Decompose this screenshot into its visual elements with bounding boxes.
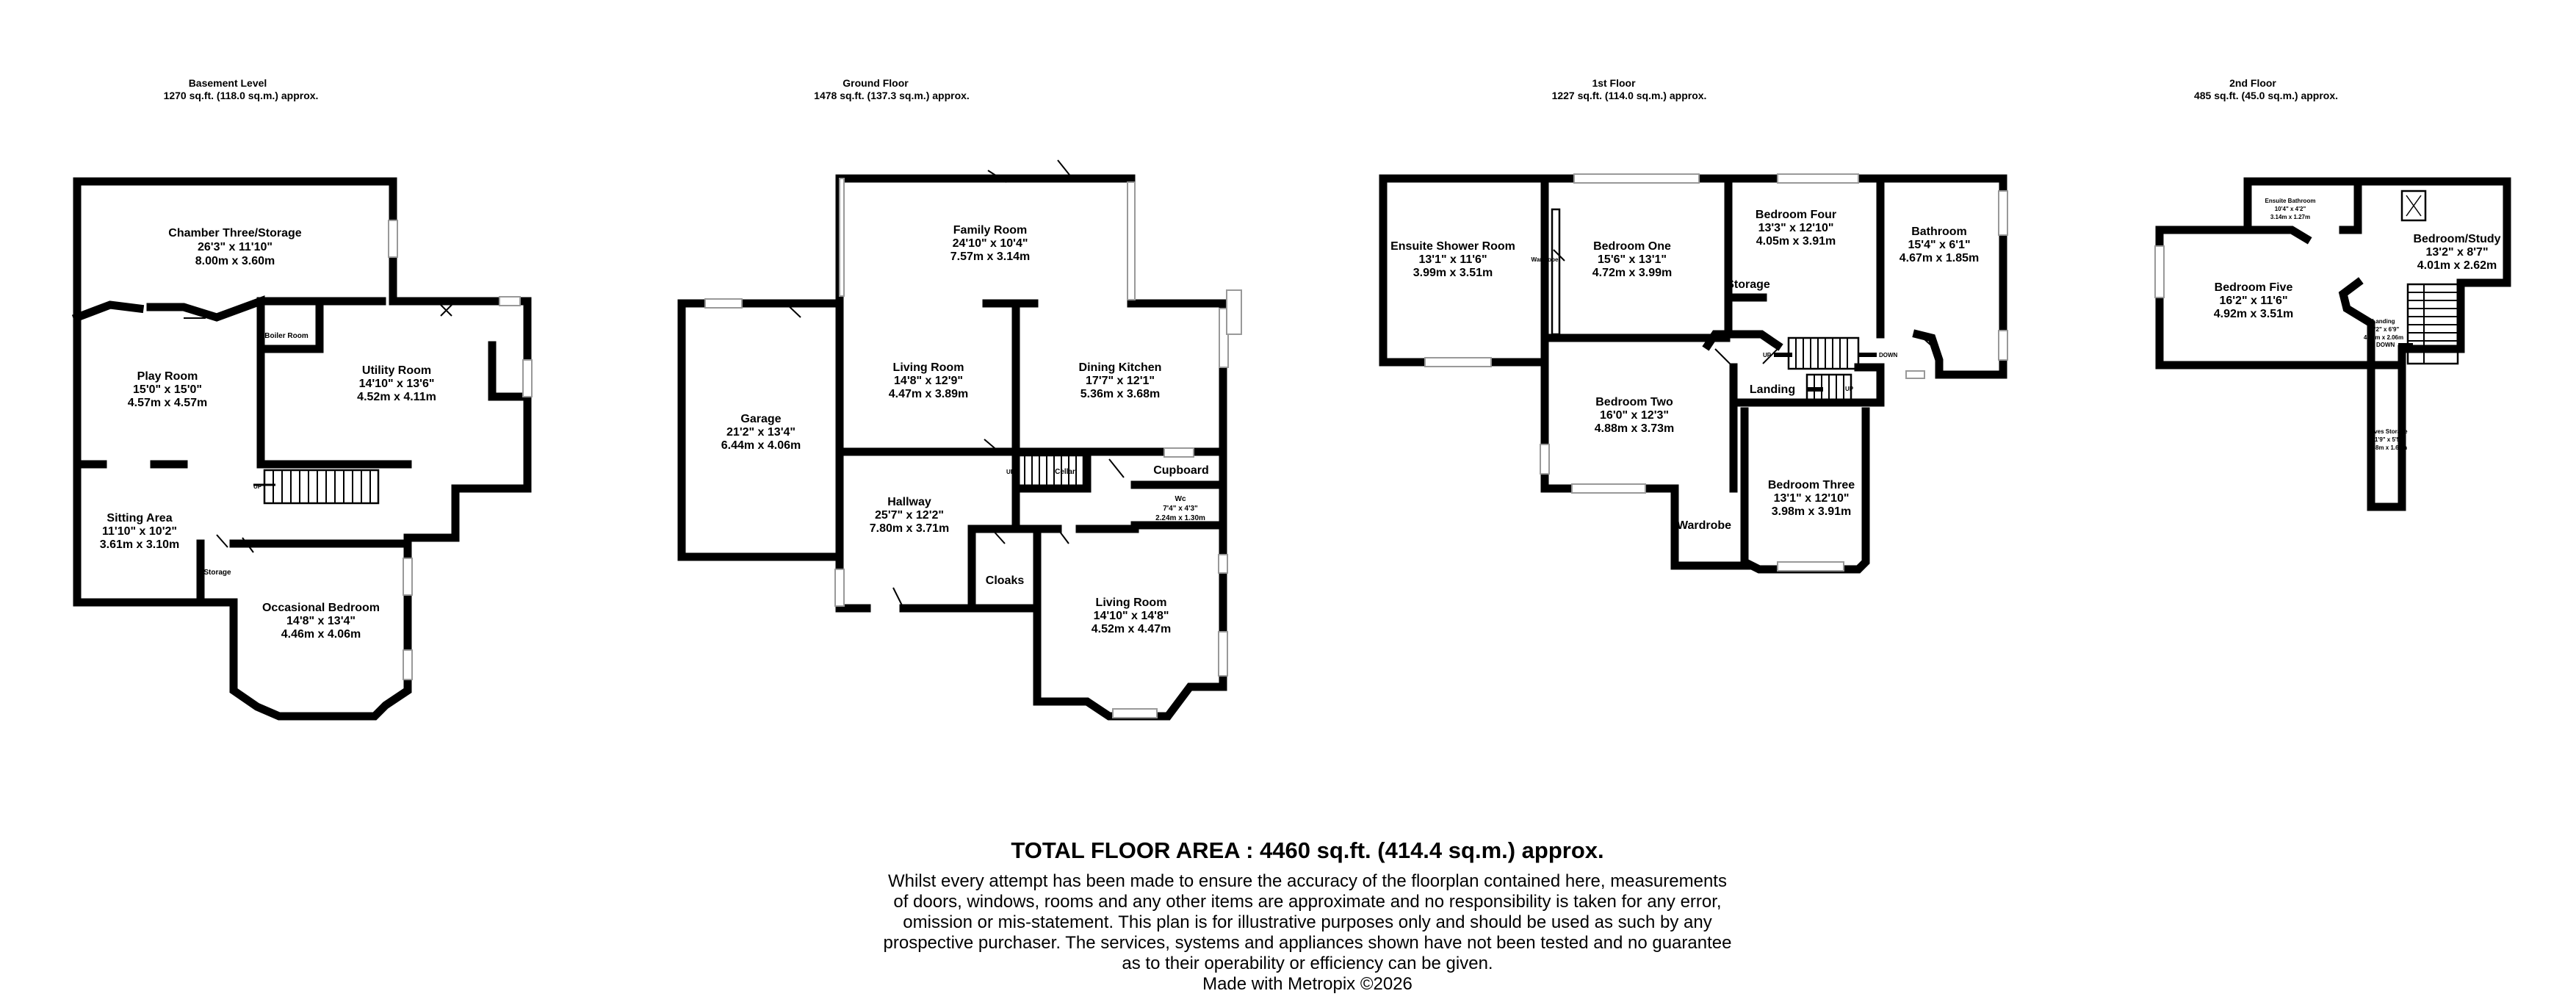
floor-title: 2nd Floor: [2229, 77, 2276, 89]
room-imperial: 24'10" x 10'4": [952, 237, 1028, 250]
room-name: Landing: [2372, 318, 2395, 325]
room-living-room-front: [1092, 596, 1172, 635]
room-metric: 3.14m x 1.27m: [2270, 214, 2311, 220]
room-name: Bedroom One: [1593, 240, 1671, 253]
stair-up-label: UP: [1845, 386, 1854, 392]
room-garage: [721, 413, 801, 452]
window: [499, 297, 520, 306]
room-name: Utility Room: [361, 364, 432, 377]
room-metric: 4.92m x 3.51m: [2213, 308, 2294, 320]
room-name: Ensuite Shower Room: [1390, 240, 1515, 253]
room-ensuite-bathroom: [2265, 198, 2316, 220]
room-name: Sitting Area: [107, 512, 173, 525]
room-name: Garage: [740, 413, 782, 425]
room-metric: 4.88m x 3.73m: [1594, 422, 1675, 435]
room-utility-room: [357, 364, 436, 403]
room-dining-kitchen: [1079, 361, 1162, 400]
floor-header-second: [2194, 77, 2338, 101]
room-metric: 3.98m x 3.91m: [1771, 505, 1852, 518]
room-imperial: 26'3" x 11'10": [198, 241, 273, 253]
room-storage: Storage: [1726, 278, 1770, 291]
room-name: Bedroom Five: [2214, 281, 2293, 294]
floor-title: Ground Floor: [843, 77, 909, 89]
room-name: Bedroom Four: [1755, 209, 1837, 221]
room-imperial: 25'7" x 12'2": [875, 509, 944, 522]
room-bedroom-four: [1756, 209, 1836, 248]
room-name: Hallway: [887, 496, 931, 508]
window: [1540, 444, 1549, 474]
window: [1574, 174, 1699, 183]
room-metric: 4.52m x 4.47m: [1091, 623, 1172, 635]
window: [835, 569, 844, 606]
room-name: Chamber Three/Storage: [168, 227, 302, 239]
stair-down-label: DOWN: [1879, 352, 1898, 358]
floor-area: 485 sq.ft. (45.0 sq.m.) approx.: [2193, 90, 2339, 101]
room-metric: 4.72m x 3.99m: [1592, 267, 1673, 279]
room-metric: 2.24m x 1.30m: [1155, 514, 1205, 522]
credit: Made with Metropix ©2026: [1202, 974, 1413, 994]
floor-area: 1478 sq.ft. (137.3 sq.m.) approx.: [814, 90, 970, 101]
room-imperial: 11'10" x 10'2": [102, 525, 177, 538]
room-storage: Storage: [203, 569, 231, 577]
staircase: [264, 470, 378, 503]
room-cupboard: Cupboard: [1153, 464, 1209, 477]
room-landing: Landing: [1749, 383, 1796, 396]
room-sitting-area: [100, 512, 180, 551]
room-living-room: [889, 361, 969, 400]
footer: [771, 837, 1844, 995]
room-metric: 3.58m x 1.66m: [2367, 444, 2408, 451]
room-name: Wc: [1175, 495, 1186, 503]
room-metric: 4.46m x 4.06m: [281, 628, 361, 641]
window: [403, 558, 412, 595]
room-imperial: 16'0" x 12'3": [1600, 409, 1669, 422]
room-metric: 7.57m x 3.14m: [950, 250, 1031, 263]
stair-up-label: UP: [253, 483, 262, 490]
room-name: Family Room: [953, 224, 1028, 237]
room-bedroom-three: [1768, 479, 1855, 518]
room-metric: 4.01m x 2.06m: [2363, 334, 2404, 341]
room-occasional-bedroom: [262, 602, 380, 641]
room-bedroom-one: [1592, 240, 1673, 279]
floor-area: 1227 sq.ft. (114.0 sq.m.) approx.: [1551, 90, 1707, 101]
room-imperial: 17'7" x 12'1": [1086, 375, 1155, 387]
window: [2155, 246, 2164, 298]
room-hallway: [870, 496, 950, 535]
room-imperial: 13'1" x 11'6": [1418, 253, 1487, 266]
room-chamber-three: [168, 227, 301, 267]
room-name: Bedroom/Study: [2413, 233, 2501, 245]
second-floor-plan: [2155, 181, 2507, 507]
room-wardrobe-small: Wardrobe: [1531, 256, 1559, 263]
window: [1778, 174, 1858, 183]
window: [403, 650, 412, 680]
room-name: Eaves Storage: [2367, 428, 2408, 435]
window: [1113, 709, 1157, 718]
room-metric: 5.36m x 3.68m: [1080, 388, 1161, 400]
room-imperial: 14'10" x 13'6": [358, 378, 435, 390]
room-imperial: 13'2" x 6'9": [2367, 326, 2400, 333]
room-metric: 4.67m x 1.85m: [1899, 252, 1980, 264]
total-floor-area: TOTAL FLOOR AREA : 4460 sq.ft. (414.4 sq.m.) approx.: [1011, 837, 1604, 863]
room-metric: 7.80m x 3.71m: [869, 522, 950, 535]
room-cellar: Cellar: [1055, 468, 1075, 476]
window: [705, 299, 742, 308]
room-name: Occasional Bedroom: [261, 602, 380, 614]
room-imperial: 13'1" x 12'10": [1773, 492, 1850, 505]
room-name: Ensuite Bathroom: [2265, 198, 2316, 204]
room-metric: 4.01m x 2.62m: [2417, 259, 2497, 272]
floor-header-ground: [814, 77, 970, 101]
room-metric: 3.61m x 3.10m: [99, 538, 180, 551]
window: [840, 179, 844, 296]
room-imperial: 15'4" x 6'1": [1908, 239, 1971, 251]
room-imperial: 21'2" x 13'4": [726, 426, 795, 439]
room-name: Bedroom Two: [1595, 396, 1673, 408]
room-metric: 4.57m x 4.57m: [127, 397, 208, 409]
window: [1999, 191, 2007, 235]
room-imperial: 11'9" x 5'5": [2371, 436, 2403, 443]
room-metric: 6.44m x 4.06m: [721, 439, 801, 452]
room-imperial: 15'6" x 13'1": [1598, 253, 1667, 266]
room-name: Dining Kitchen: [1078, 361, 1162, 374]
window: [1572, 484, 1645, 493]
basement-plan: [77, 181, 532, 716]
room-wardrobe: Wardrobe: [1676, 519, 1732, 532]
room-imperial: 13'3" x 12'10": [1758, 222, 1834, 234]
room-cloaks: Cloaks: [985, 574, 1025, 587]
room-metric: 3.99m x 3.51m: [1413, 267, 1493, 279]
room-bedroom-two: [1595, 396, 1675, 435]
window: [1219, 555, 1227, 573]
staircase: [1789, 338, 1858, 404]
room-bathroom: [1899, 226, 1980, 264]
window: [389, 220, 397, 257]
room-imperial: 10'4" x 4'2": [2274, 206, 2306, 212]
floor-header-first: [1552, 77, 1707, 101]
disclaimer: Whilst every attempt has been made to ensure the accuracy of the floorplan contained here, measurements of doors, windows, rooms and any other items are approximate and no responsibility is taken for any error, omission or mis-statement. This plan is for illustrative purposes only and should be used as such by any prospective purchaser. The services, systems and appliances shown have not been tested and no guarantee as to their operability or efficiency can be given.: [883, 871, 1732, 973]
room-metric: 8.00m x 3.60m: [195, 255, 275, 267]
room-imperial: 7'4" x 4'3": [1163, 505, 1198, 513]
room-family-room: [950, 224, 1031, 263]
room-bedroom-five: [2214, 281, 2294, 320]
room-name: Bathroom: [1911, 226, 1967, 238]
room-name: Bedroom Three: [1767, 479, 1855, 491]
room-imperial: 14'8" x 13'4": [286, 615, 356, 627]
floor-area: 1270 sq.ft. (118.0 sq.m.) approx.: [163, 90, 319, 101]
window: [1906, 371, 1924, 378]
room-ensuite-shower: [1390, 240, 1515, 279]
window: [1999, 331, 2007, 360]
room-eaves-storage: [2367, 428, 2408, 451]
room-imperial: 14'10" x 14'8": [1093, 610, 1169, 622]
window: [1227, 290, 1241, 334]
window: [1164, 448, 1194, 457]
room-boiler-room: Boiler Room: [264, 332, 309, 340]
room-bedroom-study: [2413, 233, 2500, 272]
window: [523, 360, 532, 397]
room-metric: 4.52m x 4.11m: [357, 391, 436, 403]
room-imperial: 15'0" x 15'0": [133, 383, 202, 396]
window: [1778, 562, 1844, 571]
room-wc: [1155, 495, 1205, 522]
room-name: Living Room: [1095, 596, 1167, 609]
stair-down-label: DOWN: [2376, 342, 2395, 348]
room-play-room: [128, 370, 208, 409]
window: [1425, 358, 1491, 367]
floor-header-basement: [164, 77, 319, 101]
room-name: Play Room: [137, 370, 198, 383]
room-name: Living Room: [892, 361, 964, 374]
room-metric: 4.05m x 3.91m: [1756, 235, 1836, 248]
floor-title: 1st Floor: [1592, 77, 1636, 89]
stair-up-label: UP: [1006, 469, 1015, 475]
stair-up-label: UP: [1763, 352, 1772, 358]
room-imperial: 16'2" x 11'6": [2219, 295, 2288, 307]
floor-title: Basement Level: [188, 77, 267, 89]
window: [1219, 632, 1227, 676]
window: [1128, 182, 1135, 300]
room-metric: 4.47m x 3.89m: [888, 388, 969, 400]
ground-floor-plan: [682, 160, 1241, 718]
room-imperial: 14'8" x 12'9": [894, 375, 963, 387]
first-floor-plan: [1383, 174, 2007, 571]
room-imperial: 13'2" x 8'7": [2425, 246, 2489, 259]
